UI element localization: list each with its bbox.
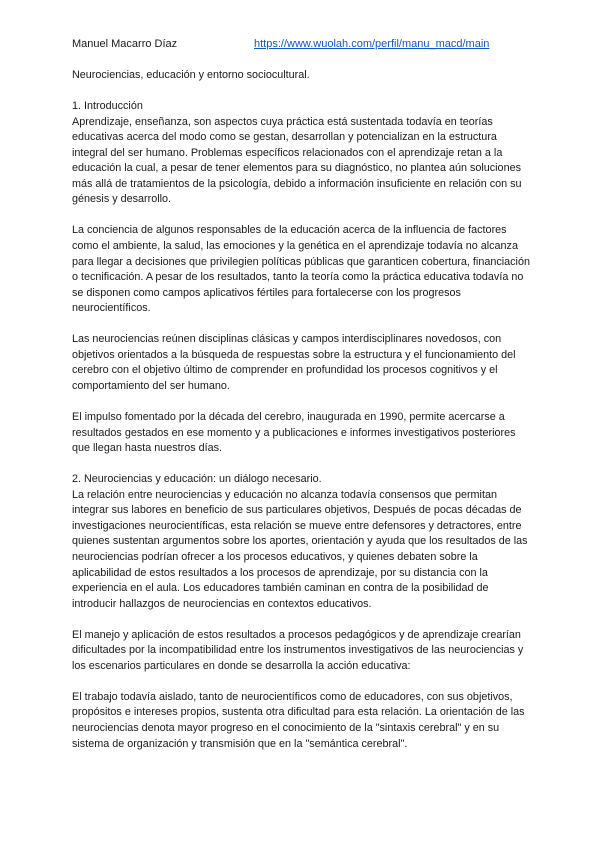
paragraph: La relación entre neurociencias y educación no alcanza todavía consensos que permitan integrar sus labores en beneficio de sus particulares objetivos, Después de pocas décadas de investigaciones neurocientíficas, esta relación se mueve entre defensores y detractores, entre quienes sustentan argumentos sobre los aportes, orientación y ayuda que los resultados de las neurociencias podrían ofrecer a los procesos educativos, y quienes debaten sobre la aplicabilidad de estos resultados a los procesos de aprendizaje, por su distancia con la experiencia en el aula. Los educadores también caminan en contra de la posibilidad de introducir hallazgos de neurociencias en contextos educativos. xyxy=(72,488,528,610)
paragraph: La conciencia de algunos responsables de la educación acerca de la influencia de factores como el ambiente, la salud, las emociones y la genética en el aprendizaje todavía no alcanza para llegar a decisiones que privilegien políticas públicas que garanticen cobertura, financiación o tecnificación. A pesar de los resultados, tanto la teoría como la práctica educativa todavía no se disponen como campos aplicativos fértiles para fortalecerse con los progresos neurocientíficos. xyxy=(72,224,530,315)
paragraph: El impulso fomentado por la década del cerebro, inaugurada en 1990, permite acercarse a resultados gestados en ese momento y a publicaciones e informes investigativos posteriores que llegan hasta nuestros días. xyxy=(72,411,516,455)
paragraph: El manejo y aplicación de estos resultados a procesos pedagógicos y de aprendizaje crearían dificultades por la incompatibilidad entre los instrumentos investigativos de las neurociencias y los escenarios particulares en donde se desarrolla la acción educativa: xyxy=(72,628,524,672)
profile-link[interactable]: https://www.wuolah.com/perfil/manu_macd/main xyxy=(254,38,490,50)
section-2-heading: 2. Neurociencias y educación: un diálogo necesario. xyxy=(72,473,322,486)
document-body xyxy=(72,68,532,768)
section-1-heading: 1. Introducción xyxy=(72,100,143,113)
section-1-first-paragraph xyxy=(72,99,532,208)
paragraph: El trabajo todavía aislado, tanto de neurocientíficos como de educadores, con sus objetivos, propósitos e intereses propios, sustenta otra dificultad para esta relación. La orientación de las neurociencias denota mayor progreso en el conocimiento de la "sintaxis cerebral" y en su sistema de organización y transmisión que en la "semántica cerebral". xyxy=(72,690,525,750)
paragraph: Aprendizaje, enseñanza, son aspectos cuya práctica está sustentada todavía en teorías educativas acerca del modo como se gestan, desarrollan y potencializan en la estructura integral del ser humano. Problemas específicos relacionados con el aprendizaje retan a la educación la cual, a pesar de tener elementos para su diagnóstico, no plantea aún soluciones más allá de tratamientos de la psicología, debido a información insuficiente en relación con su génesis y desarrollo. xyxy=(72,115,522,206)
section-2-first-paragraph xyxy=(72,472,532,612)
document-title: Neurociencias, educación y entorno sociocultural. xyxy=(72,69,310,81)
paragraph: Las neurociencias reúnen disciplinas clásicas y campos interdisciplinares novedosos, con objetivos orientados a la búsqueda de respuestas sobre la estructura y el funcionamiento del cerebro con el objetivo último de comprender en profundidad los procesos cognitivos y el comportamiento del ser humano. xyxy=(72,333,516,392)
author-name: Manuel Macarro Díaz xyxy=(72,38,178,50)
